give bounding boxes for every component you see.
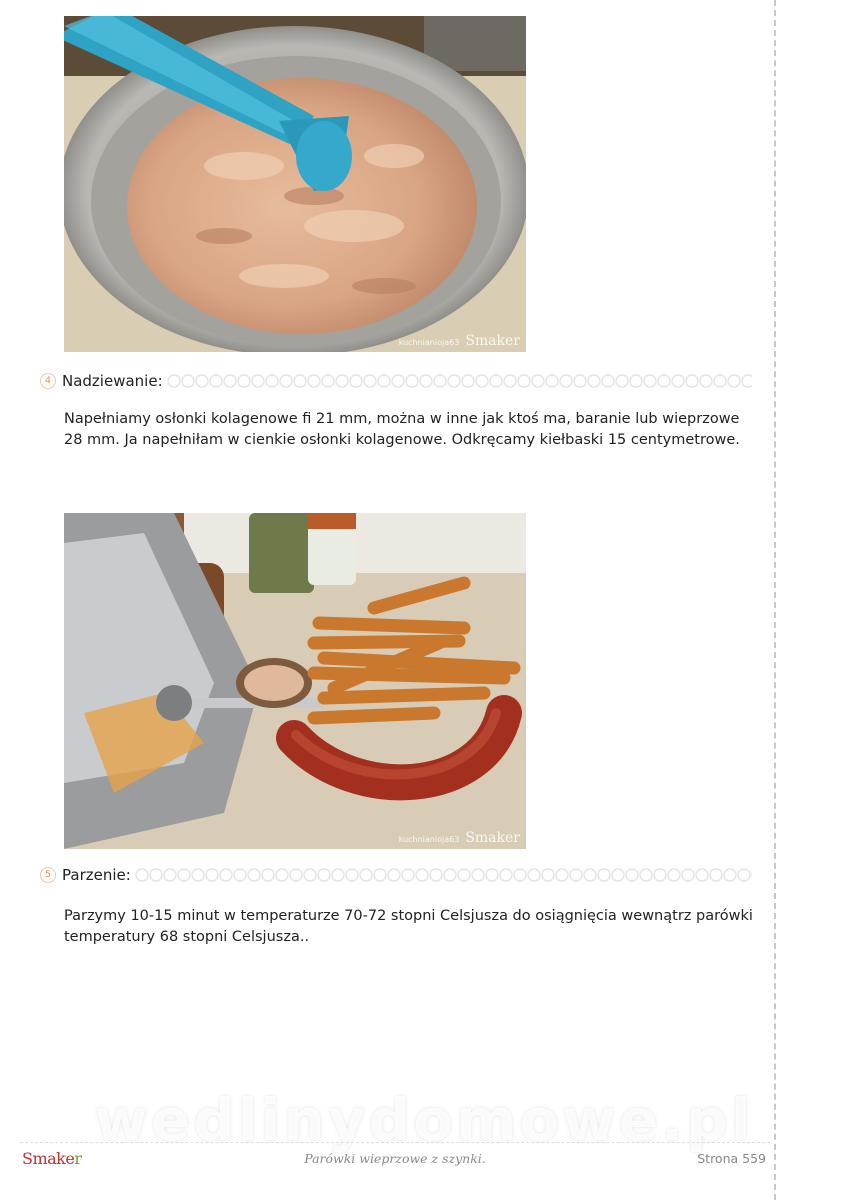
recipe-title: Parówki wieprzowe z szynki.: [304, 1151, 486, 1166]
photo-sausages: [64, 513, 526, 849]
photo-watermark: kuchnianioja63 Smaker: [398, 333, 520, 349]
step-number-badge: 5: [40, 867, 56, 883]
cut-guide-line: [774, 0, 776, 1200]
step-number-badge: 4: [40, 373, 56, 389]
decorative-circle-divider: [167, 374, 752, 388]
step-description: Napełniamy osłonki kolagenowe fi 21 mm, można w inne jak ktoś ma, baranie lub wieprzowe 28 mm. Ja napełniłam w cienkie osłonki kolagenowe. Odkręcamy kiełbaski 15 centymetrowe.: [64, 411, 740, 448]
step-header: [40, 370, 752, 392]
page-number: Strona 559: [697, 1151, 766, 1166]
photo-meat-bowl: [64, 16, 526, 352]
photo-watermark: kuchnianioja63 Smaker: [398, 830, 520, 846]
step-title: Nadziewanie:: [62, 372, 163, 390]
logo-accent: r: [74, 1149, 82, 1168]
logo-main: Smake: [22, 1149, 75, 1168]
site-watermark: wedlinydomowe.pl: [94, 1086, 754, 1154]
step-header: [40, 864, 752, 886]
decorative-circle-divider: [135, 868, 752, 882]
step-description: Parzymy 10-15 minut w temperaturze 70-72 stopni Celsjusza do osiągnięcia wewnątrz parówki temperatury 68 stopni Celsjusza..: [64, 908, 753, 945]
footer-divider: [20, 1142, 770, 1143]
step-title: Parzenie:: [62, 866, 131, 884]
